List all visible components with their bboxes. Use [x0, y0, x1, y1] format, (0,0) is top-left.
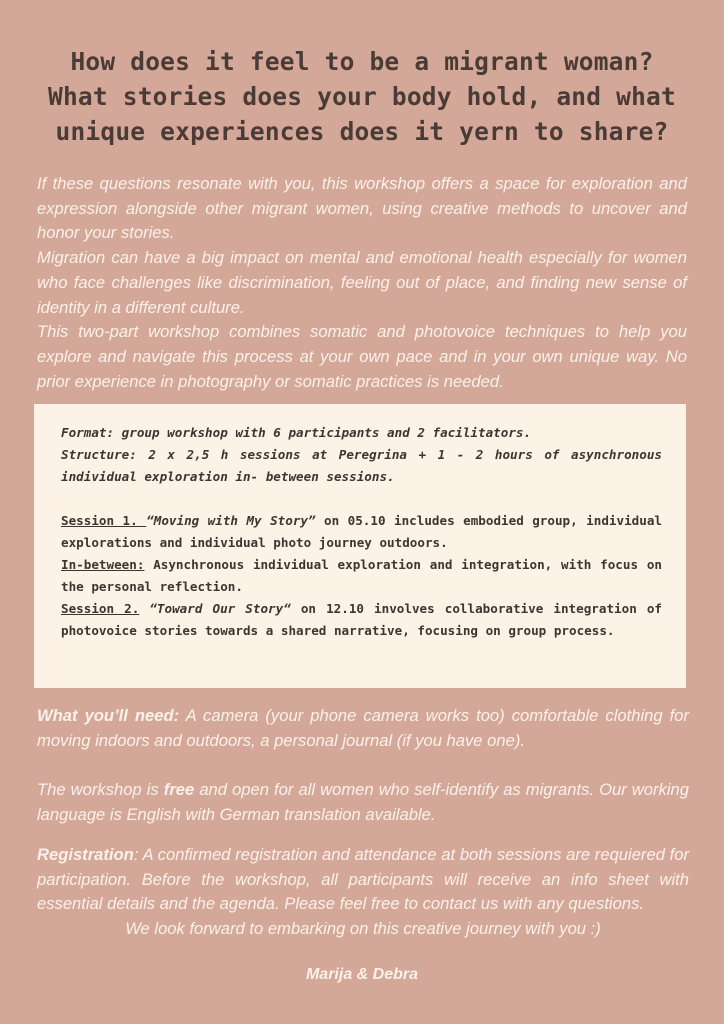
needs-paragraph [37, 704, 689, 753]
registration-label: Registration [37, 845, 134, 864]
session-1-title: “Moving with My Story” [146, 513, 316, 528]
signature: Marija & Debra [305, 966, 419, 983]
format-line: Format: group workshop with 6 participants and 2 facilitators. [61, 425, 532, 440]
free-before: The workshop is [37, 780, 164, 799]
structure-line: Structure: 2 x 2,5 h sessions at Peregrina + 1 - 2 hours of asynchronous individual exploration in- between sessions. [61, 447, 662, 484]
free-bold: free [163, 780, 195, 799]
session-1-text: on 05.10 includes embodied group, individual explorations and individual photo journey outdoors. [61, 513, 662, 550]
free-section [37, 778, 689, 827]
workshop-details-box [34, 404, 686, 688]
title-line-3: unique experiences does it yern to share? [55, 117, 669, 146]
session-2-text: on 12.10 involves collaborative integration of photovoice stories towards a shared narrative, focusing on group process. [61, 601, 663, 638]
in-between-text: Asynchronous individual exploration and integration, with focus on the personal reflection. [61, 557, 662, 594]
needs-text: A camera (your phone camera works too) comfortable clothing for moving indoors and outdoors, a personal journal (if you have one). [37, 706, 689, 750]
needs-label: What you’ll need: [37, 706, 180, 725]
intro-paragraph-3: This two-part workshop combines somatic and photovoice techniques to help you explore and navigate this process at your own pace and in your own unique way. No prior experience in photography or somatic practices is needed. [37, 322, 687, 391]
closing-line: We look forward to embarking on this creative journey with you :) [125, 919, 601, 939]
intro-section [37, 172, 687, 394]
registration-text: : A confirmed registration and attendance at both sessions are requiered for participation. Before the workshop, all participants will receive an info sheet with essential details and the agenda. Please feel free to contact us with any questions. [37, 845, 689, 914]
free-paragraph [37, 778, 689, 827]
session-1 [61, 510, 662, 554]
session-1-label: Session 1. [61, 513, 147, 528]
needs-section [37, 704, 689, 753]
registration-section [37, 843, 689, 942]
session-2 [61, 598, 662, 642]
session-2-title: “Toward Our Story“ [139, 601, 291, 616]
intro-paragraph-2: Migration can have a big impact on mental and emotional health especially for women who face challenges like discrimination, feeling out of place, and finding new sense of identity in a different culture. [37, 248, 687, 317]
intro-paragraph-1: If these questions resonate with you, this workshop offers a space for exploration and expression alongside other migrant women, using creative methods to uncover and honor your stories. [37, 174, 687, 243]
title-line-2: What stories does your body hold, and what [48, 82, 676, 111]
registration-paragraph [37, 843, 689, 917]
in-between-label: In-between: [61, 557, 145, 572]
in-between [61, 554, 662, 598]
session-2-label: Session 2. [61, 601, 140, 616]
title-line-1: How does it feel to be a migrant woman? [70, 47, 654, 76]
page-title [30, 44, 694, 149]
free-after: and open for all women who self-identify as migrants. Our working language is English with German translation available. [37, 780, 689, 824]
